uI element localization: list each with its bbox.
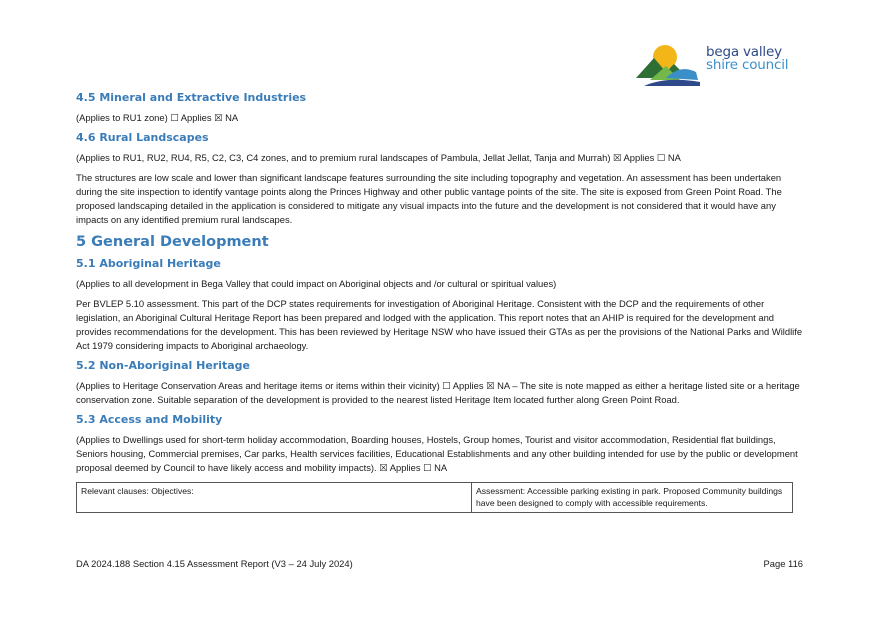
assessment-table [76,482,793,513]
s51-body: Per BVLEP 5.10 assessment. This part of the DCP states requirements for investigation of Aboriginal Heritage. Consistent with the DCP and the requirements of other legislation, an Aboriginal Cultural Heritage Report has been prepared and lodged with the application. This report notes that an AHIP is required for the development and provides recommendations for the development. This has been reviewed by Heritage NSW who have issued their GTAs as per the provisions of the National Parks and Wildlife Act 1979 considering impacts to Aboriginal archaeology. [76,298,803,351]
heading-5-2: 5.2 Non-Aboriginal Heritage [76,359,250,372]
s51-applies: (Applies to all development in Bega Valley that could impact on Aboriginal objects and /or cultural or spiritual values) [76,278,557,289]
council-logo [636,42,806,92]
page-footer [76,558,803,569]
s52-body: (Applies to Heritage Conservation Areas and heritage items or items within their vicinity) ☐ Applies ☒ NA – The site is note mapped as either a heritage listed site or a heritage conservation zone. Suitable separation of the development is provided to the nearest listed Heritage Item located further along Green Point Road. [76,380,800,405]
heading-5-3: 5.3 Access and Mobility [76,413,223,426]
logo-line-1: bega valley [706,44,782,60]
logo-line-2: shire council [706,57,789,73]
page-number: Page 116 [763,558,803,569]
logo-mark-icon [636,42,706,92]
heading-5-1: 5.1 Aboriginal Heritage [76,257,221,270]
report-body [76,91,804,513]
s45-applies: (Applies to RU1 zone) ☐ Applies ☒ NA [76,112,239,123]
heading-4-5: 4.5 Mineral and Extractive Industries [76,91,307,104]
heading-5: 5 General Development [76,234,269,250]
table-row [77,483,793,513]
s53-body: (Applies to Dwellings used for short-term holiday accommodation, Boarding houses, Hostels, Group homes, Tourist and visitor accommodation, Residential flat buildings, Seniors housing, Commercial premises, Car parks, Health services facilities, Educational Establishments and any other building intended for use by the public or development proposal deemed by Council to have likely access and mobility impacts). ☒ Applies ☐ NA [76,434,798,473]
logo-text [706,46,788,72]
heading-4-6: 4.6 Rural Landscapes [76,131,209,144]
s46-body: The structures are low scale and lower than significant landscape features surrounding the site including topography and vegetation. An assessment has been undertaken during the site inspection to identify vantage points along the Princes Highway and other public vantage points of the site. The site is exposed from Green Point Road. The proposed landscaping detailed in the application is considered to mitigate any visual impacts into the future and the development is not considered that it would have any impacts on any identified premium rural landscapes. [76,172,782,225]
footer-document-title: DA 2024.188 Section 4.15 Assessment Report (V3 – 24 July 2024) [76,558,353,569]
s46-applies: (Applies to RU1, RU2, RU4, R5, C2, C3, C4 zones, and to premium rural landscapes of Pambula, Jellat Jellat, Tanja and Murrah) ☒ Applies ☐ NA [76,152,681,163]
table-cell-assessment: Assessment: Accessible parking existing in park. Proposed Community buildings have been designed to comply with accessible requirements. [472,483,793,513]
table-cell-clauses: Relevant clauses: Objectives: [77,483,472,513]
